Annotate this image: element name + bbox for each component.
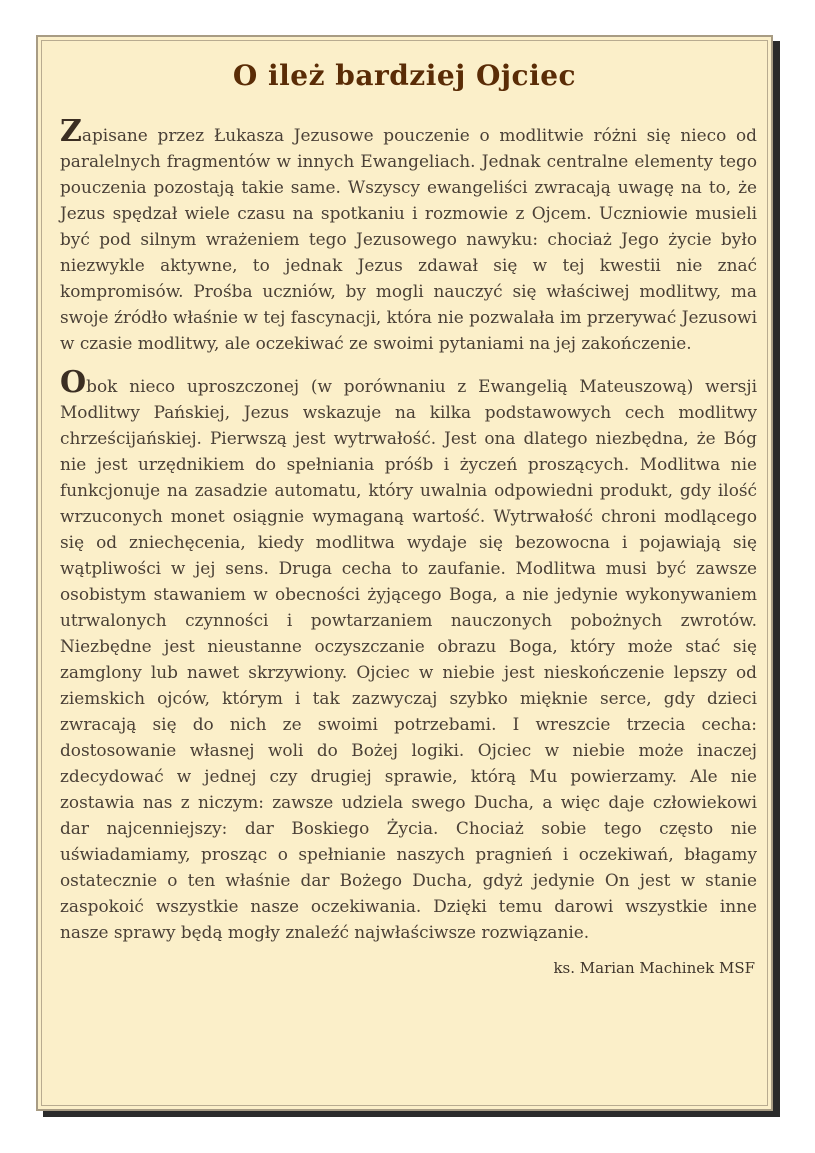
paragraph-1-text: apisane przez Łukasza Jezusowe pouczenie o modlitwie różni się nieco od paralelnych fragmentów w innych Ewangeliach. Jednak centralne elementy tego pouczenia pozostają takie same. Wszyscy ewangeliści zwracają uwagę na to, że Jezus spędzał wiele czasu na spotkaniu i rozmowie z Ojcem. Uczniowie musieli być pod silnym wrażeniem tego Jezusowego nawyku: chociaż Jego życie było niezwykle aktywne, to jednak Jezus zdawał się w tej kwestii nie znać kompromisów. Prośba uczniów, by mogli nauczyć się właściwej modlitwy, ma swoje źródło właśnie w tej fascynacji, która nie pozwalała im przerywać Jezusowi w czasie modlitwy, ale oczekiwać ze swoimi pytaniami na jej zakończenie. bbox=[60, 125, 757, 353]
article-frame bbox=[36, 35, 773, 1111]
article-title: O ileż bardziej Ojciec bbox=[232, 59, 577, 92]
article-body bbox=[60, 114, 757, 981]
drop-cap-1: Z bbox=[60, 114, 82, 149]
paragraph-2-text: bok nieco uproszczonej (w porównaniu z Ewangelią Mateuszową) wersji Modlitwy Pańskiej, Jezus wskazuje na kilka podstawowych cech modlitwy chrześcijańskiej. Pierwszą jest wytrwałość. Jest ona dlatego niezbędna, że Bóg nie jest urzędnikiem do spełniania próśb i życzeń proszących. Modlitwa nie funkcjonuje na zasadzie automatu, który uwalnia odpowiedni produkt, gdy ilość wrzuconych monet osiągnie wymaganą wartość. Wytrwałość chroni modlącego się od zniechęcenia, kiedy modlitwa wydaje się bezowocna i pojawiają się wątpliwości w jej sens. Druga cecha to zaufanie. Modlitwa musi być zawsze osobistym stawaniem w obecności żyjącego Boga, a nie jedynie wykonywaniem utrwalonych czynności i powtarzaniem nauczonych pobożnych zwrotów. Niezbędne jest nieustanne oczyszczanie obrazu Boga, który może stać się zamglony lub nawet skrzywiony. Ojciec w niebie jest nieskończenie lepszy od ziemskich ojców, którym i tak zazwyczaj szybko mięknie serce, gdy dzieci zwracają się do nich ze swoimi potrzebami. I wreszcie trzecia cecha: dostosowanie własnej woli do Bożej logiki. Ojciec w niebie może inaczej zdecydować w jednej czy drugiej sprawie, którą Mu powierzamy. Ale nie zostawia nas z niczym: zawsze udziela swego Ducha, a więc daje człowiekowi dar najcenniejszy: dar Boskiego Życia. Chociaż sobie tego często nie uświadamiamy, prosząc o spełnianie naszych pragnień i oczekiwań, błagamy ostatecznie o ten właśnie dar Bożego Ducha, gdyż jedynie On jest w stanie zaspokoić wszystkie nasze oczekiwania. Dzięki temu darowi wszystkie inne nasze sprawy będą mogły znaleźć najwłaściwsze rozwiązanie. bbox=[60, 376, 757, 942]
paragraph-1 bbox=[60, 114, 757, 356]
drop-cap-2: O bbox=[60, 365, 87, 400]
author-signature: ks. Marian Machinek MSF bbox=[553, 959, 755, 977]
paragraph-2 bbox=[60, 365, 757, 945]
